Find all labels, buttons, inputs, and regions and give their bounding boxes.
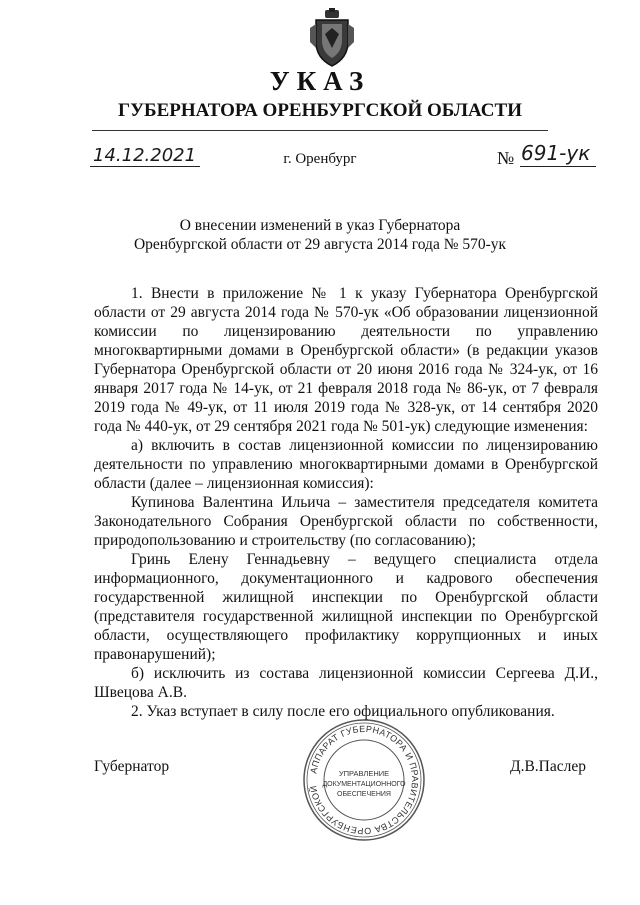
paragraph-4: Гринь Елену Геннадьевну – ведущего специалиста отдела информационного, документационного и кадрового обеспечения государственной жилищной инспекции по Оренбургской области (представителя государственной жилищной инспекции по Оренбургской области, осуществляющего профилактику коррупционных и иных правонарушений);	[94, 551, 598, 663]
document-date: 14.12.2021	[93, 145, 197, 166]
coat-of-arms-icon	[308, 8, 356, 68]
paragraph-6: 2. Указ вступает в силу после его официального опубликования.	[131, 703, 555, 720]
document-subject	[0, 216, 640, 254]
paragraph-2: а) включить в состав лицензионной комиссии по лицензированию деятельности по управлению многоквартирными домами в Оренбургской области (далее – лицензионная комиссия):	[94, 437, 598, 492]
subject-line-1: О внесении изменений в указ Губернатора	[179, 217, 461, 234]
signatory-name: Д.В.Паслер	[510, 758, 586, 775]
seal-line-2: ДОКУМЕНТАЦИОННОГО	[322, 781, 406, 788]
header-divider	[92, 130, 548, 131]
number-sign: №	[497, 148, 515, 168]
paragraph-5: б) исключить из состава лицензионной комиссии Сергеева Д.И., Швецова А.В.	[94, 665, 598, 701]
official-seal	[302, 718, 426, 842]
number-underline	[520, 166, 596, 167]
seal-ring-text: АППАРАТ ГУБЕРНАТОРА И ПРАВИТЕЛЬСТВА ОРЕНБУРГСКОЙ	[308, 723, 421, 837]
seal-line-3: ОБЕСПЕЧЕНИЯ	[337, 791, 391, 798]
paragraph-1: 1. Внести в приложение № 1 к указу Губернатора Оренбургской области от 29 августа 2014 года № 570-ук «Об образовании лицензионной комиссии по лицензированию деятельности по управлению многоквартирными домами в Оренбургской области» (в редакции указов Губернатора Оренбургской области от 20 июня 2016 года № 324-ук, от 16 января 2017 года № 14-ук, от 21 февраля 2018 года № 86-ук, от 7 февраля 2019 года № 49-ук, от 11 июля 2019 года № 328-ук, от 14 сентября 2020 года № 440-ук, от 29 сентября 2021 года № 501-ук) следующие изменения:	[94, 285, 598, 435]
document-title: УКАЗ	[269, 66, 371, 96]
signatory-title: Губернатор	[94, 758, 170, 775]
document-body	[94, 284, 598, 721]
seal-line-1: УПРАВЛЕНИЕ	[338, 769, 390, 778]
subject-line-2: Оренбургской области от 29 августа 2014 года № 570-ук	[133, 236, 507, 253]
document-city: г. Оренбург	[283, 151, 357, 167]
document-number: 691-ук	[521, 141, 591, 165]
paragraph-3: Купинова Валентина Ильича – заместителя председателя комитета Законодательного Собрания Оренбургской области по собственности, природопользованию и строительству (по согласованию);	[94, 494, 598, 549]
document-subtitle: ГУБЕРНАТОРА ОРЕНБУРГСКОЙ ОБЛАСТИ	[118, 100, 522, 121]
